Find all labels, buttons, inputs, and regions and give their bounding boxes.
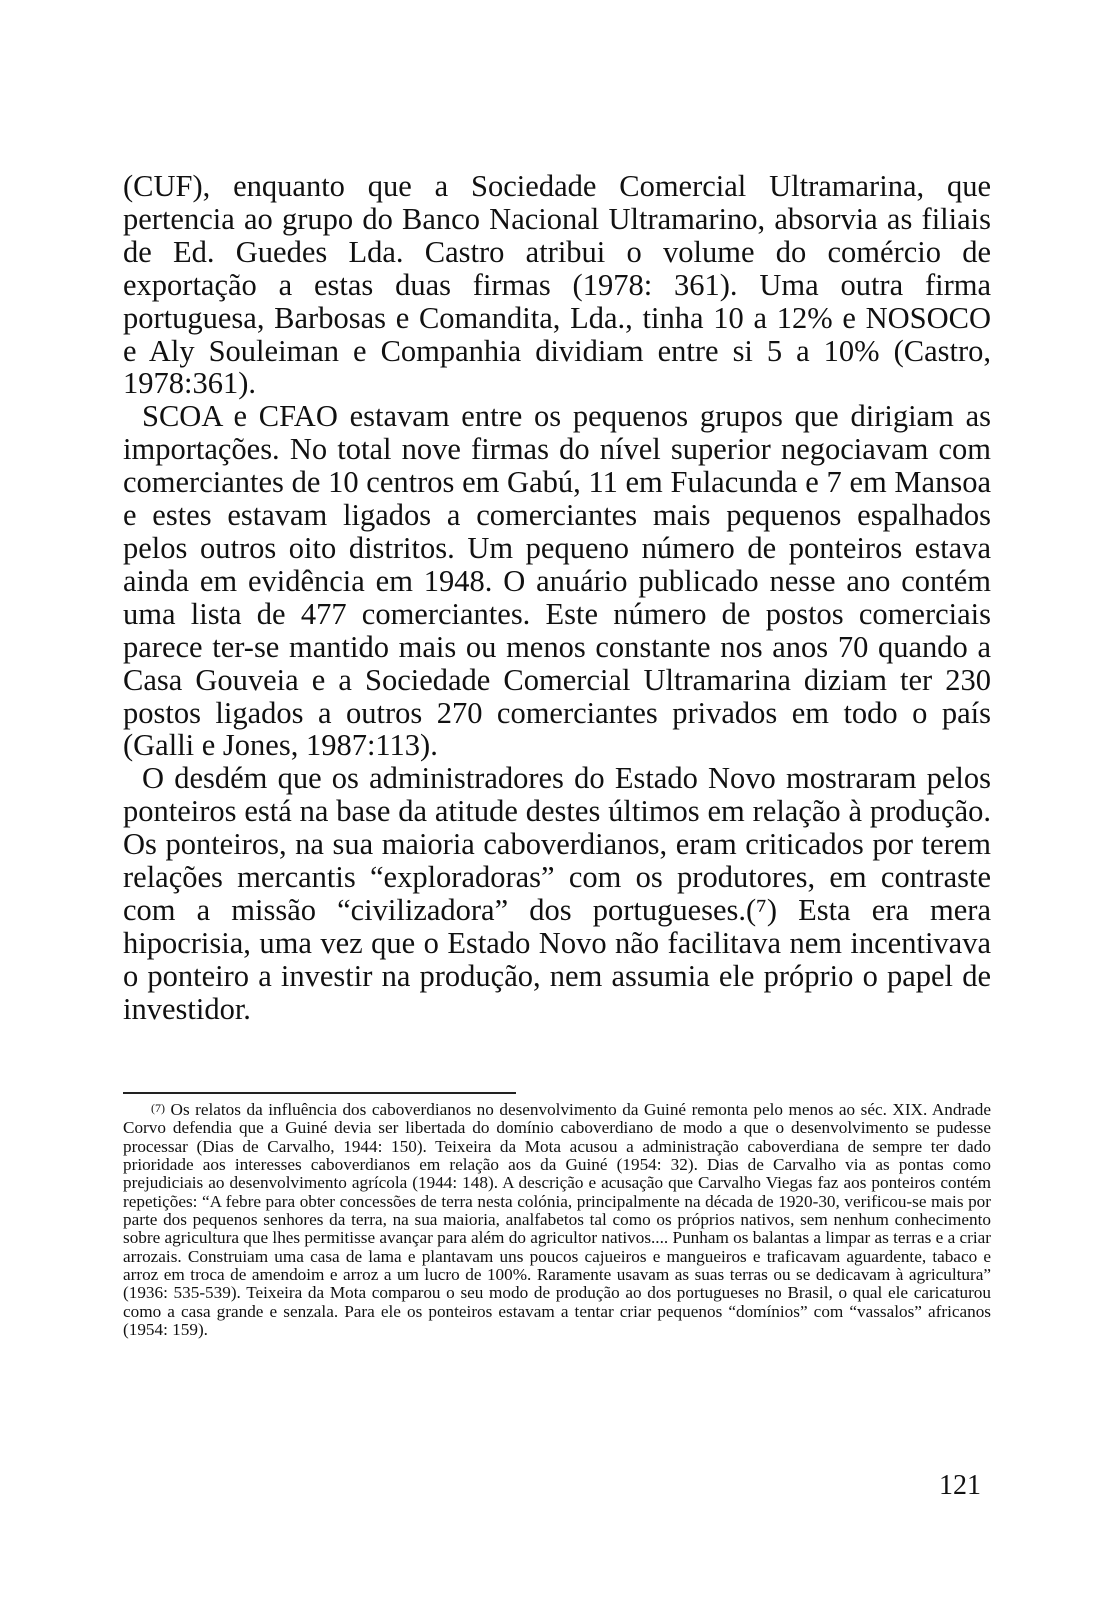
paragraph-3: O desdém que os administradores do Estado Novo mostraram pelos ponteiros está na base da atitude destes últimos em relação à produção. Os ponteiros, na sua maioria caboverdianos, eram criticados por terem relações mercantis “exploradoras” com os produtores, em contraste com a missão “civilizadora” dos portugueses.(⁷) Esta era mera hipocrisia, uma vez que o Estado Novo não facilitava nem incentivava o ponteiro a investir na produção, nem assumia ele próprio o papel de investidor. xyxy=(123,761,991,1026)
footnote xyxy=(123,1101,991,1339)
footnote-text: Os relatos da influência dos caboverdianos no desenvolvimento da Guiné remonta pelo menos ao séc. XIX. Andrade Corvo defendia que a Guiné devia ser libertada do domínio caboverdiano de modo a que o desenvolvimento se pudesse processar (Dias de Carvalho, 1944: 150). Teixeira da Mota acusou a administração caboverdiana de sempre ter dado prioridade aos interesses caboverdianos em relação aos da Guiné (1954: 32). Dias de Carvalho via as pontas como prejudiciais ao desenvolvimento agrícola (1944: 148). A descrição e acusação que Carvalho Viegas faz aos ponteiros contém repetições: “A febre para obter concessões de terra nesta colónia, principalmente na década de 1920-30, verificou-se mais por parte dos pequenos senhores da terra, na sua maioria, analfabetos tal como os próprios nativos, sem nenhum conhecimento sobre agricultura que lhes permitisse avançar para além do agricultor nativos.... Punham os balantas a limpar as terras e a criar arrozais. Construiam uma casa de lama e plantavam uns poucos cajueiros e mangueiros e traficavam aguardente, tabaco e arroz em troca de amendoim e arroz a um lucro de 100%. Raramente usavam as suas terras ou se dedicavam à agricultura” (1936: 535-539). Teixeira da Mota comparou o seu modo de produção ao dos portugueses no Brasil, o qual ele caricaturou como a casa grande e senzala. Para ele os ponteiros estavam a tentar criar pequenos “domínios” com “vassalos” africanos (1954: 159). xyxy=(123,1100,992,1340)
page-number: 121 xyxy=(939,1470,981,1501)
paragraph-1: (CUF), enquanto que a Sociedade Comercial Ultramarina, que pertencia ao grupo do Banco Nacional Ultramarino, absorvia as filiais de Ed. Guedes Lda. Castro atribui o volume do comércio de exportação a estas duas firmas (1978: 361). Uma outra firma portuguesa, Barbosas e Comandita, Lda., tinha 10 a 12% e NOSOCO e Aly Souleiman e Companhia dividiam entre si 5 a 10% (Castro, 1978:361). xyxy=(123,169,991,401)
body-text xyxy=(123,170,991,1026)
paragraph-2: SCOA e CFAO estavam entre os pequenos grupos que dirigiam as importações. No total nove firmas do nível superior negociavam com comerciantes de 10 centros em Gabú, 11 em Fulacunda e 7 em Mansoa e estes estavam ligados a comerciantes mais pequenos espalhados pelos outros oito distritos. Um pequeno número de ponteiros estava ainda em evidência em 1948. O anuário publicado nesse ano contém uma lista de 477 comerciantes. Este número de postos comerciais parece ter-se mantido mais ou menos constante nos anos 70 quando a Casa Gouveia e a Sociedade Comercial Ultramarina diziam ter 230 postos ligados a outros 270 comerciantes privados em todo o país (Galli e Jones, 1987:113). xyxy=(123,399,991,763)
footnote-marker-number: 7 xyxy=(155,1101,161,1115)
footnote-marker: (7) xyxy=(151,1101,165,1115)
footnote-separator xyxy=(123,1092,516,1094)
